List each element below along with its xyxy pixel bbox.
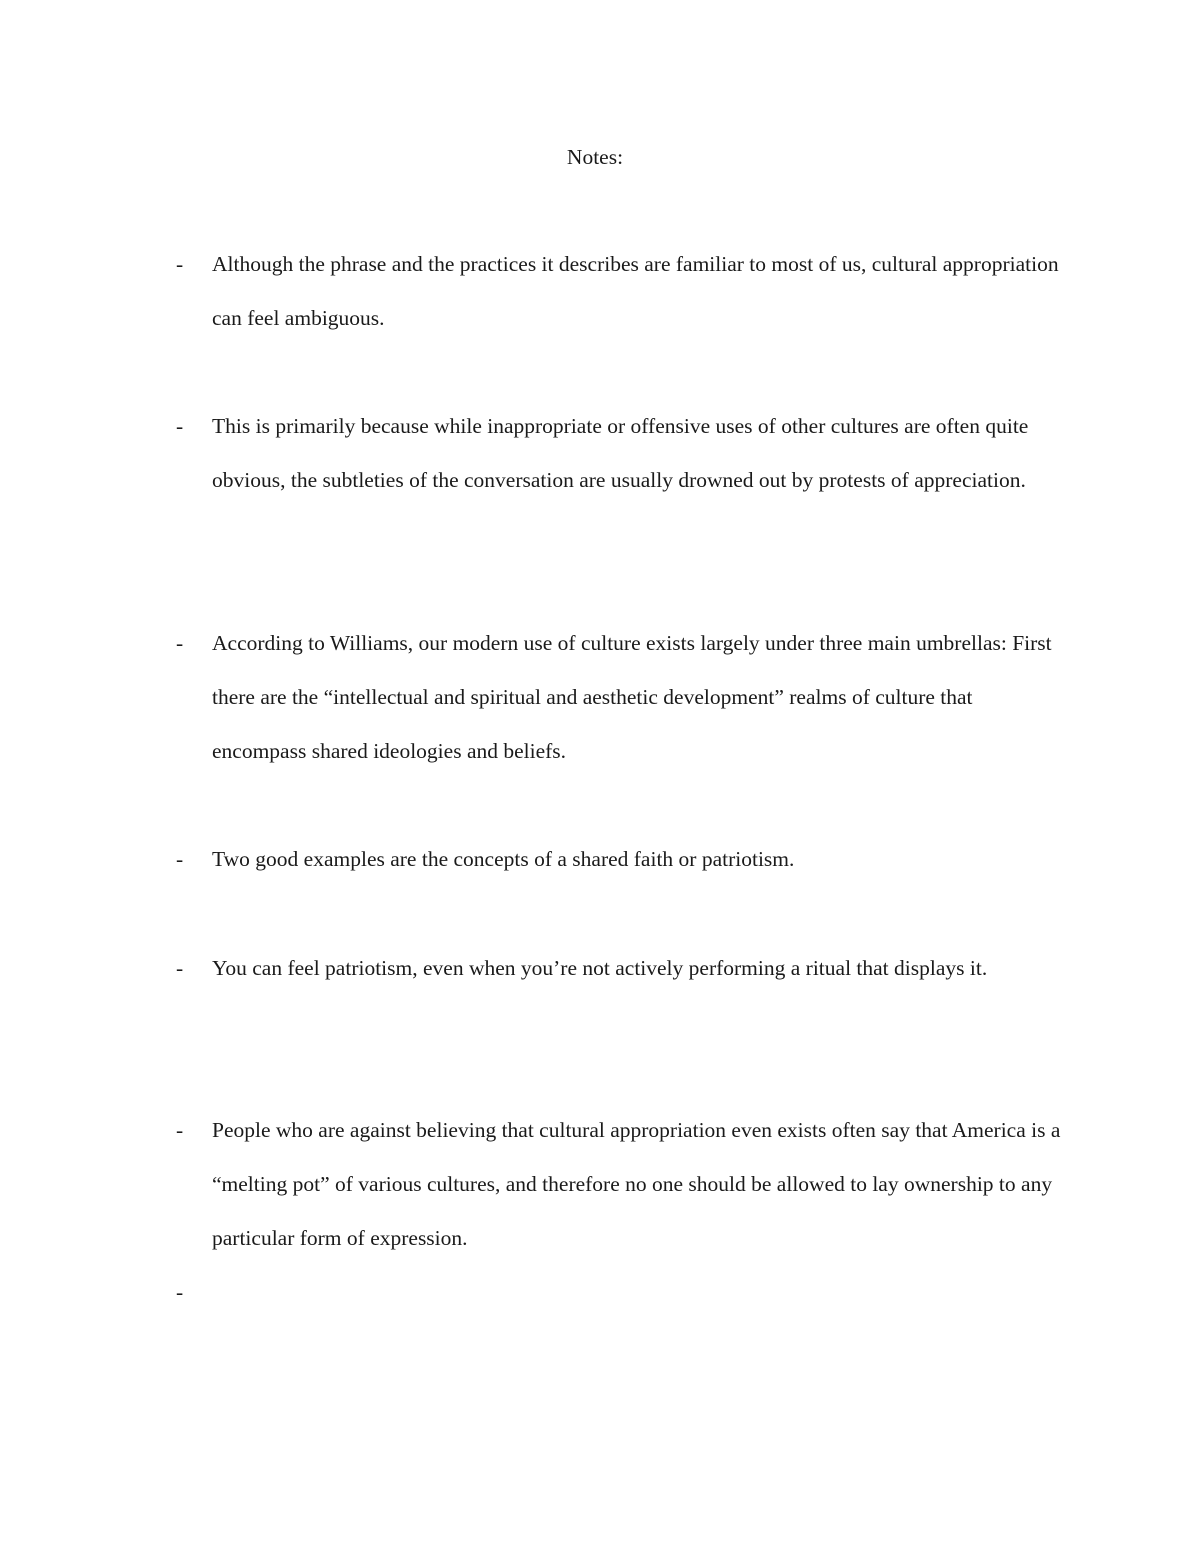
page-title: Notes: [566,145,624,169]
note-text: Two good examples are the concepts of a shared faith or patriotism. [212,847,795,871]
bullet-dash: - [176,847,184,871]
note-text: This is primarily because while inappropriate or offensive uses of other cultures are often quite obvious, the subtleties of the conversation are usually drowned out by protests of appreciation. [212,414,1029,492]
bullet-dash: - [176,414,184,438]
note-text: You can feel patriotism, even when you’re not actively performing a ritual that displays it. [212,956,988,980]
bullet-dash: - [176,1118,184,1142]
note-text: Although the phrase and the practices it describes are familiar to most of us, cultural appropriation can feel ambiguous. [212,252,1059,330]
bullet-dash: - [176,631,184,655]
bullet-dash: - [176,956,184,980]
note-text: According to Williams, our modern use of culture exists largely under three main umbrellas: First there are the “intellectual and spiritual and aesthetic development” realms of culture that encompass shared ideologies and beliefs. [212,631,1052,763]
bullet-dash: - [176,1280,184,1304]
bullet-dash: - [176,252,184,276]
note-text: People who are against believing that cultural appropriation even exists often say that America is a “melting pot” of various cultures, and therefore no one should be allowed to lay ownership to any particular form of expression. [212,1118,1061,1250]
